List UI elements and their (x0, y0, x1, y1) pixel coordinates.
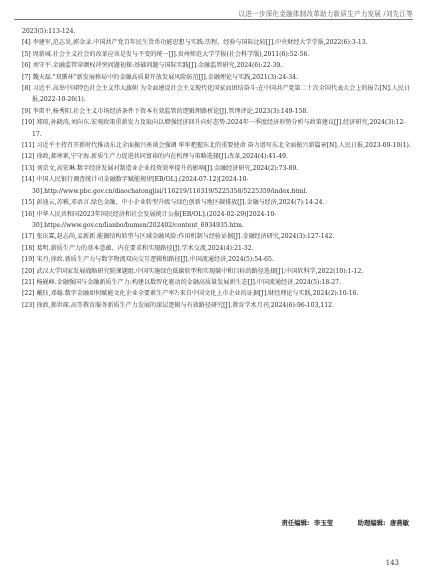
reference-item: [17] 张庆霖,赵志尚,孟新新.能源结构转型与区域金融风险:作用机制与经验证据[J].金融经济研究,2024(3):127-142. (22, 233, 335, 241)
reference-item: [7] 魏天磊."双循环"新发展格局中的金融高质量开放发展风险防范[J].金融理论与实践,2021(3):24-34. (22, 73, 298, 81)
reference-item: [22] 戴钰,邓翰.数字金融如何赋能文化企业全要素生产率?:来自中国文化上市企业的证据[J].财经理论与实践,2024(2):10-16. (22, 290, 359, 298)
reference-item: [18] 葛明.新质生产力的基本意蕴、内在要求和实现路径[J].学术交流,2024(4):21-32. (22, 244, 254, 252)
reference-item: [10] 郑琼,孙晓涛,刘向东.宏观政策重新发力及取向以增强经济回升向好态势:2024年一季度经济形势分析与政策建议[J].经济研究,2024(3):12-17. (22, 119, 406, 138)
reference-list (22, 26, 413, 311)
reference-item: [8] 习近平.高举中国特色社会主义伟大旗帜 为全面建设社会主义现代化国家而团结奋斗:在中国共产党第二十次全国代表大会上的报告[N].人民日报,2022-10-26(1). (22, 85, 411, 104)
reference-item: [15] 彭迪云,苏雅,邓语言.绿色金融、中小企业转型升级与绿色创新与地区碳排放[J].金融与经济,2024(7):14-24. (22, 199, 325, 207)
reference-item: [14] 中国人民银行调查统计司金融数字赋能规律[EB/OL].(2024-07-12)[2024-10-30].http://www.pbc.gov.cn/diaochatongjisi/116219/116319/5225358/5225359/index.html. (22, 176, 308, 195)
reference-item: [11] 习近平主持召开新时代推动东北全面振兴座谈会强调 牢牢把握东北的重要使命 奋力谱写东北全面振兴新篇章[N].人民日报,2023-09-10(1). (22, 142, 411, 150)
editor-credits (279, 518, 409, 527)
reference-item: [12] 徐政,郝寒素,宁守海.新质生产力促进共同富裕的内在机理与策略选择[J].改革,2024(4):41-49. (22, 153, 288, 161)
reference-item: 2023(5):113-124. (22, 28, 76, 35)
reference-item: [4] 李建军,范志昊,郭金录.中国共产党百年民生货币功能思想与实践:历程、经验与国际比较[J].中央财经大学学报,2022(6):3-13. (22, 39, 368, 47)
reference-item: [21] 杨砚峰.金融强国与金融新质生产力:构建以数智化驱动的金融高质量发展新生态[J].中国流通经济,2024(5):18-27. (22, 278, 341, 286)
responsible-editor-label: 责任编辑: (281, 519, 310, 527)
responsible-editor-name: 李玉莹 (313, 519, 333, 527)
reference-item: [16] 中华人民共和国2023年国民经济和社会发展统计公报[EB/OL].(2024-02-29)[2024-10-30].https://www.gov.cn/lianbo/bumen/202402/content_6934935.htm. (22, 210, 277, 229)
reference-item: [19] 宋丹,徐政.新质生产力与数字物流双向交互逻辑和路径[J].中国流通经济,2024(5):54-65. (22, 256, 274, 264)
reference-item: [9] 李雷平,杨秀阳.社会主义市场经济条件下资本有效监管的逻辑理路析论[J].管理评论,2023(3):149-158. (22, 107, 309, 115)
running-header: 以进一步深化金融体制改革助力新质生产力发展 /刘先江等 (238, 10, 413, 18)
reference-item: [13] 刘京文,高宏琳.数字经济发展对制造业企业投资效率提升的影响[J].金融经济研究,2024(2):73-89. (22, 164, 299, 172)
assistant-editor-name: 唐燕敏 (389, 519, 409, 527)
reference-item: [23] 徐政,郝世琛.高等教育服务新质生产力发展的深层逻辑与有效路径研究[J].教育学术月刊,2024(6):96-103,112. (22, 301, 334, 309)
header-rule (14, 19, 413, 20)
reference-item: [5] 周新城.社会主义社会的改革应该是发与不变的统一[J].贵州师范大学学报(社会科学版),2011(6):52-56. (22, 50, 310, 58)
assistant-editor-label: 助理编辑: (357, 519, 386, 527)
reference-item: [6] 刘守平.金融监管穿颜权冲突问题初探:基础问题与国际实践[J].金融监管研究,2024(6):22-39. (22, 62, 283, 70)
page-number: 143 (385, 559, 399, 567)
reference-item: [20] 武汉大学国家发展战略研究院课题组.中国实施绿色低碳转型和实现碳中和目标的路径选择[J].中国软科学,2022(10):1-12. (22, 267, 364, 275)
